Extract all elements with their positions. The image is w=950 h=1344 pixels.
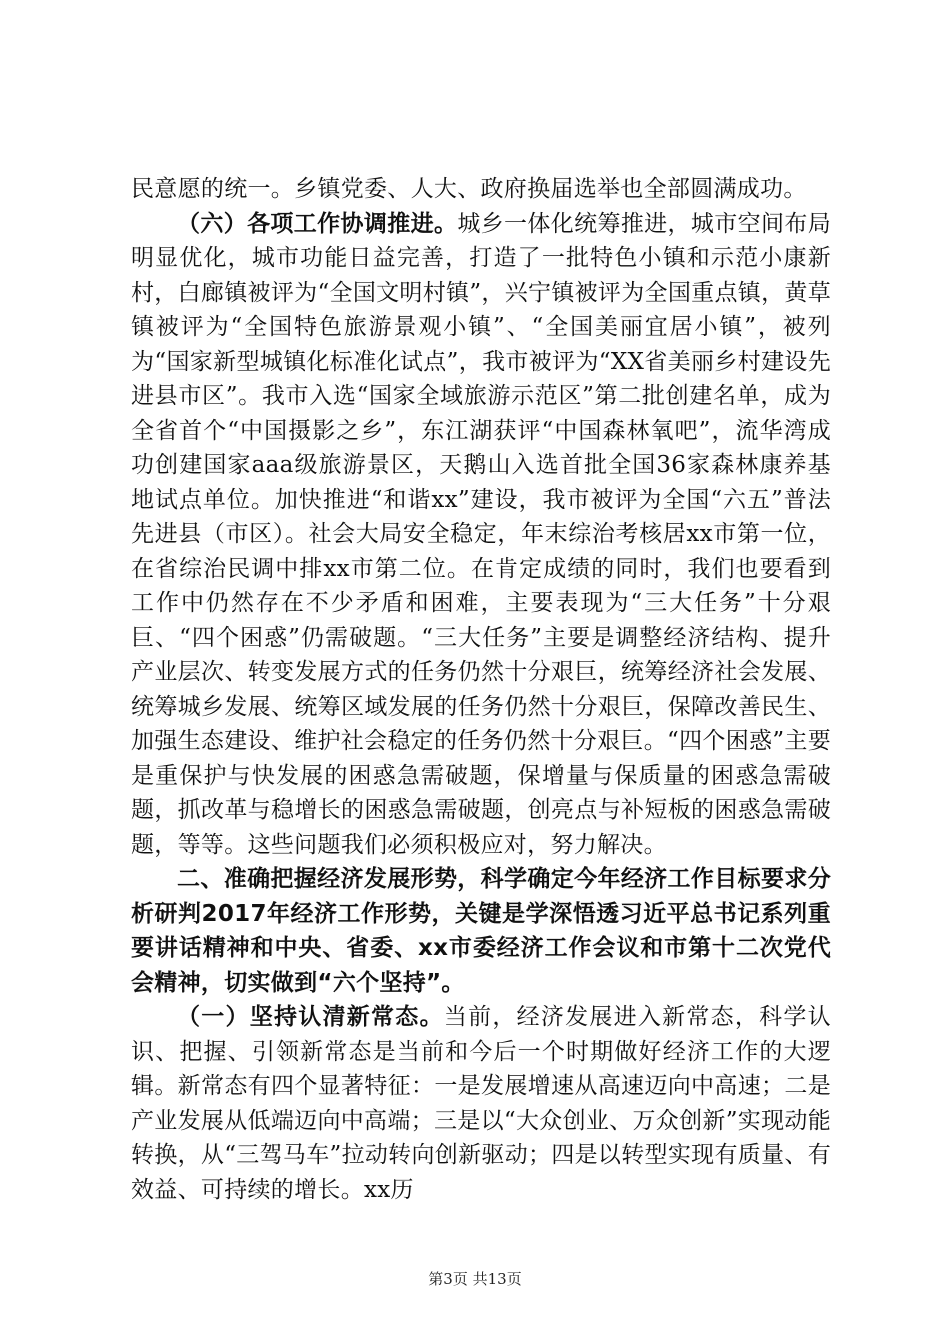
section-heading: （六）各项工作协调推进。: [177, 210, 458, 237]
page-number-footer: 第3页 共13页: [428, 1270, 522, 1288]
paragraph-part-two: [131, 862, 831, 1000]
paragraph-text: 当前，经济发展进入新常态，科学认识、把握、引领新常态是当前和今后一个时期做好经济工作的大逻辑。新常态有四个显著特征：一是发展增速从高速迈向中高速；二是产业发展从低端迈向中高端；三是以“大众创业、万众创新”实现动能转换，从“三驾马车”拉动转向创新驱动；四是以转型实现有质量、有效益、可持续的增长。xx历: [131, 1004, 831, 1203]
paragraph-section-six: [131, 207, 831, 863]
part-heading: 二、准确把握经济发展形势，科学确定今年经济工作目标要求分析研判2017年经济工作形势，关键是学深悟透习近平总书记系列重要讲话精神和中央、省委、xx市委经济工作会议和市第十二次党代会精神，切实做到“六个坚持”。: [131, 866, 831, 996]
section-heading: （一）坚持认清新常态。: [177, 1004, 444, 1030]
paragraph-text: 城乡一体化统筹推进，城市空间布局明显优化，城市功能日益完善，打造了一批特色小镇和示范小康新村，白廊镇被评为“全国文明村镇”，兴宁镇被评为全国重点镇，黄草镇被评为“全国特色旅游景观小镇”、“全国美丽宜居小镇”，被列为“国家新型城镇化标准化试点”，我市被评为“XX省美丽乡村建设先进县市区”。我市入选“国家全域旅游示范区”第二批创建名单，成为全省首个“中国摄影之乡”，东江湖获评“中国森林氧吧”，流华湾成功创建国家aaa级旅游景区，天鹅山入选首批全国36家森林康养基地试点单位。加快推进“和谐xx”建设，我市被评为全国“六五”普法先进县（市区）。社会大局安全稳定，年末综治考核居xx市第一位，在省综治民调中排xx市第二位。在肯定成绩的同时，我们也要看到工作中仍然存在不少矛盾和困难，主要表现为“三大任务”十分艰巨、“四个困惑”仍需破题。“三大任务”主要是调整经济结构、提升产业层次、转变发展方式的任务仍然十分艰巨，统筹经济社会发展、统筹城乡发展、统筹区域发展的任务仍然十分艰巨，保障改善民生、加强生态建设、维护社会稳定的任务仍然十分艰巨。“四个困惑”主要是重保护与快发展的困惑急需破题，保增量与保质量的困惑急需破题，抓改革与稳增长的困惑急需破题，创亮点与补短板的困惑急需破题，等等。这些问题我们必须积极应对，努力解决。: [131, 210, 831, 858]
document-body: [131, 172, 831, 1207]
paragraph-continuation: [131, 172, 831, 207]
paragraph-text: 民意愿的统一。乡镇党委、人大、政府换届选举也全部圆满成功。: [131, 176, 807, 202]
paragraph-section-one: [131, 1000, 831, 1207]
